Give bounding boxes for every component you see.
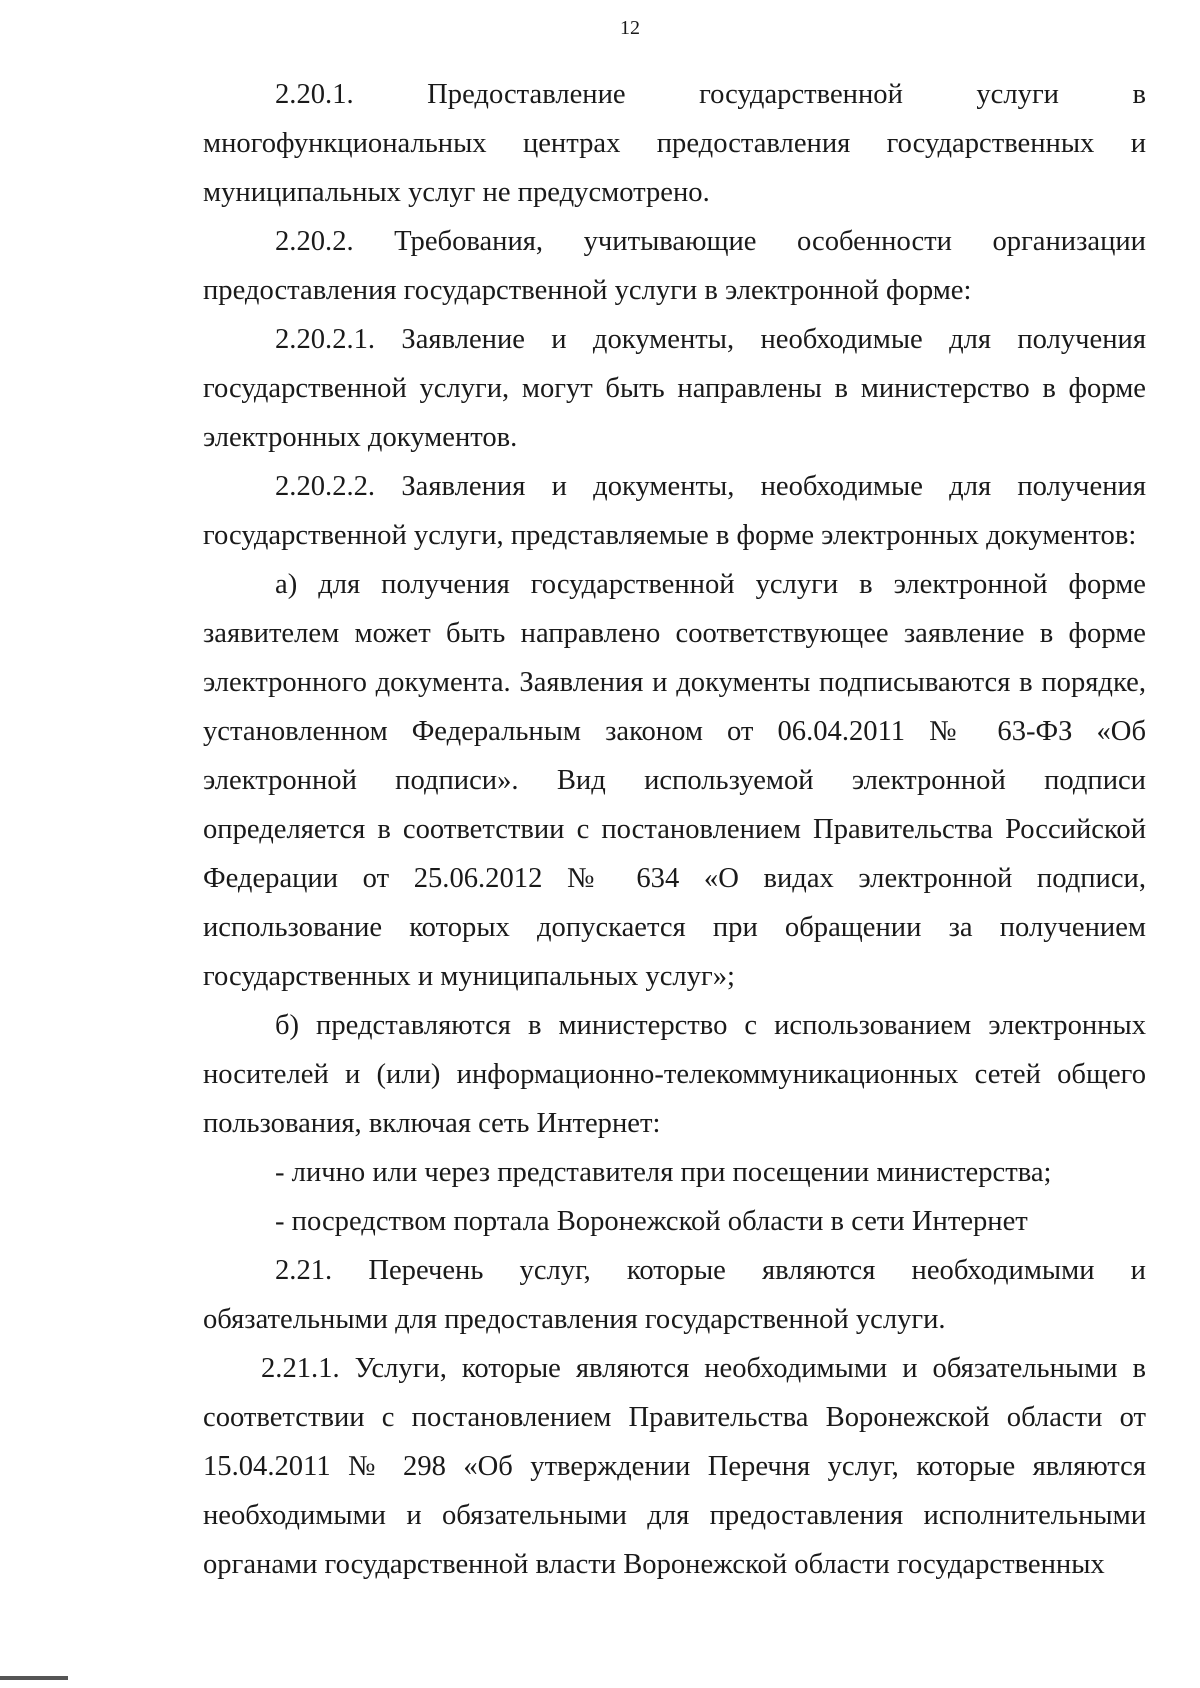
page-number: 12 — [620, 17, 640, 39]
paragraph-2-21: 2.21. Перечень услуг, которые являются необходимыми и обязательными для предоставления государственной услуги. — [203, 1255, 1146, 1335]
paragraph-2-21-1: 2.21.1. Услуги, которые являются необходимыми и обязательными в соответствии с постановлением Правительства Воронежской области от 15.04.2011 № 298 «Об утверждении Перечня услуг, которые являются необходимыми и обязательными для предоставления исполнительными органами государственной власти Воронежской области государственных — [203, 1353, 1146, 1580]
document-body — [203, 70, 1146, 1589]
list-item-in-person: - лично или через представителя при посещении министерства; — [275, 1157, 1052, 1188]
paragraph-2-20-2-1: 2.20.2.1. Заявление и документы, необходимые для получения государственной услуги, могут быть направлены в министерство в форме электронных документов. — [203, 324, 1146, 453]
paragraph-2-20-2: 2.20.2. Требования, учитывающие особенности организации предоставления государственной услуги в электронной форме: — [203, 226, 1146, 306]
paragraph-item-a: а) для получения государственной услуги в электронной форме заявителем может быть направлено соответствующее заявление в форме электронного документа. Заявления и документы подписываются в порядке, установленном Федеральным законом от 06.04.2011 № 63-ФЗ «Об электронной подписи». Вид используемой электронной подписи определяется в соответствии с постановлением Правительства Российской Федерации от 25.06.2012 № 634 «О видах электронной подписи, использование которых допускается при обращении за получением государственных и муниципальных услуг»; — [203, 569, 1146, 992]
paragraph-2-20-2-2: 2.20.2.2. Заявления и документы, необходимые для получения государственной услуги, представляемые в форме электронных документов: — [203, 471, 1146, 551]
list-item-portal: - посредством портала Воронежской области в сети Интернет — [275, 1206, 1028, 1237]
paragraph-item-b: б) представляются в министерство с использованием электронных носителей и (или) информационно-телекоммуникационных сетей общего пользования, включая сеть Интернет: — [203, 1010, 1146, 1139]
paragraph-2-20-1: 2.20.1. Предоставление государственной услуги в многофункциональных центрах предоставления государственных и муниципальных услуг не предусмотрено. — [203, 79, 1146, 208]
scan-edge-mark — [0, 1676, 68, 1680]
